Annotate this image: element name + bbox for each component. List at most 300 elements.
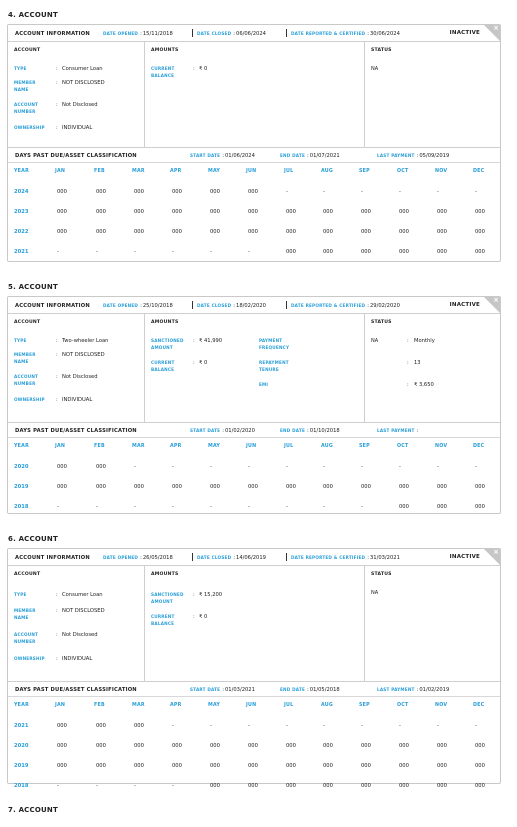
colon: : (56, 608, 58, 614)
colon: : (416, 428, 419, 434)
colon: : (367, 303, 369, 309)
colon: : (193, 614, 195, 620)
dpd-cell: 000 (399, 249, 409, 255)
month-header: JUN (246, 169, 257, 174)
date-opened-value: 15/11/2018 (142, 31, 173, 37)
year-header: YEAR (14, 169, 29, 174)
end-date-label: END DATE (280, 687, 306, 692)
dpd-cell: - (57, 783, 59, 789)
account-column (8, 42, 145, 147)
dpd-cell: 000 (361, 743, 371, 749)
account-column (8, 566, 145, 681)
dpd-cell: 000 (134, 723, 144, 729)
repayment-tenure-label: REPAYMENT TENURE (259, 360, 289, 372)
status-value: NA (371, 590, 379, 596)
colon: : (193, 338, 195, 344)
dpd-header-row (8, 423, 500, 438)
dpd-cell: 000 (361, 249, 371, 255)
colon: : (407, 360, 409, 366)
status-heading: STATUS (371, 48, 392, 53)
current-balance-label: CURRENT BALANCE (151, 66, 175, 78)
colon: : (367, 555, 369, 561)
colon: : (307, 687, 309, 693)
dpd-cell: 000 (96, 484, 106, 490)
last-payment-field (377, 153, 449, 159)
date-opened-field (103, 303, 173, 309)
last-payment-label: LAST PAYMENT (377, 153, 415, 158)
year-header: YEAR (14, 444, 29, 449)
dpd-cell: 000 (437, 763, 447, 769)
dpd-cell: 000 (57, 464, 67, 470)
dpd-cell: - (96, 249, 98, 255)
dpd-cell: 000 (286, 229, 296, 235)
dpd-cell: - (134, 249, 136, 255)
dpd-cell: 000 (475, 209, 485, 215)
colon: : (140, 555, 142, 561)
end-date-value: 01/07/2021 (309, 153, 340, 159)
dpd-cell: 000 (399, 504, 409, 510)
dpd-cell: 000 (475, 249, 485, 255)
sanctioned-amount-label: SANCTIONED AMOUNT (151, 338, 184, 350)
year-cell: 2019 (14, 763, 29, 769)
dpd-cell: 000 (57, 189, 67, 195)
dpd-cell: - (323, 504, 325, 510)
status-badge: INACTIVE (449, 30, 480, 36)
date-closed-value: 18/02/2020 (236, 303, 266, 309)
dpd-cell: - (210, 723, 212, 729)
dpd-cell: - (172, 464, 174, 470)
dpd-cell: 000 (172, 209, 182, 215)
dpd-cell: 000 (286, 783, 296, 789)
month-header: MAR (132, 444, 145, 449)
dpd-cell: - (399, 189, 401, 195)
dpd-cell: 000 (210, 484, 220, 490)
colon: : (56, 352, 58, 358)
month-header: OCT (397, 169, 409, 174)
date-opened-field (103, 555, 173, 561)
date-reported-label: DATE REPORTED & CERTIFIED (291, 31, 366, 36)
date-reported-label: DATE REPORTED & CERTIFIED (291, 555, 366, 560)
date-reported-value: 30/06/2024 (369, 31, 400, 37)
month-header: NOV (435, 444, 448, 449)
month-header: SEP (359, 703, 370, 708)
dpd-cell: 000 (172, 189, 182, 195)
dpd-cell: 000 (96, 723, 106, 729)
date-opened-value: 26/05/2018 (142, 555, 173, 561)
colon: : (56, 632, 58, 638)
colon: : (222, 428, 224, 434)
colon: : (367, 31, 369, 37)
dpd-cell: - (210, 504, 212, 510)
colon: : (407, 338, 409, 344)
dpd-cell: 000 (248, 763, 258, 769)
type-value: Consumer Loan (62, 66, 103, 72)
account-card (7, 296, 501, 514)
end-date-label: END DATE (280, 428, 306, 433)
account-number-value: Not Disclosed (62, 632, 98, 638)
status-badge: INACTIVE (449, 302, 480, 308)
month-header: SEP (359, 444, 370, 449)
month-header: JUL (284, 169, 294, 174)
dpd-cell: - (248, 723, 250, 729)
emi-label: EMI (259, 382, 269, 387)
colon: : (222, 153, 224, 159)
month-header: FEB (94, 703, 105, 708)
colon: : (56, 338, 58, 344)
status-value: NA (371, 338, 379, 344)
dpd-cell: 000 (437, 504, 447, 510)
account-information-label: ACCOUNT INFORMATION (15, 555, 90, 561)
dpd-cell: 000 (57, 229, 67, 235)
end-date-field (280, 687, 340, 693)
last-payment-label: LAST PAYMENT (377, 687, 415, 692)
dpd-header-row (8, 682, 500, 697)
sanctioned-amount-label: SANCTIONED AMOUNT (151, 592, 184, 604)
dpd-cell: 000 (286, 763, 296, 769)
type-value: Consumer Loan (62, 592, 103, 598)
colon: : (56, 80, 58, 86)
month-header: JAN (55, 444, 66, 449)
section-title: 7. ACCOUNT (8, 806, 58, 814)
colon: : (56, 66, 58, 72)
ownership-value: INDIVIDUAL (62, 125, 93, 131)
dpd-cell: 000 (437, 743, 447, 749)
account-heading: ACCOUNT (14, 572, 41, 577)
member-name-label: MEMBER NAME (14, 80, 36, 92)
dpd-cell: 000 (134, 763, 144, 769)
dpd-cell: 000 (248, 209, 258, 215)
dpd-cell: 000 (96, 464, 106, 470)
year-cell: 2020 (14, 464, 29, 470)
dpd-cell: 000 (172, 743, 182, 749)
separator (192, 553, 193, 561)
start-date-value: 01/03/2021 (225, 687, 255, 693)
last-payment-field (377, 687, 449, 693)
dpd-cell: 000 (57, 763, 67, 769)
year-cell: 2018 (14, 504, 29, 510)
month-header: DEC (473, 169, 485, 174)
year-cell: 2022 (14, 229, 29, 235)
account-details (8, 42, 500, 148)
colon: : (56, 374, 58, 380)
account-details (8, 566, 500, 682)
date-closed-value: 06/06/2024 (236, 31, 266, 37)
ownership-label: OWNERSHIP (14, 397, 45, 402)
colon: : (56, 656, 58, 662)
year-cell: 2021 (14, 723, 29, 729)
dpd-cell: 000 (437, 209, 447, 215)
dpd-cell: 000 (210, 763, 220, 769)
dpd-title: DAYS PAST DUE/ASSET CLASSIFICATION (15, 687, 137, 693)
payment-frequency-label: PAYMENT FREQUENCY (259, 338, 290, 350)
dpd-cell: 000 (134, 484, 144, 490)
dpd-cell: 000 (323, 743, 333, 749)
dpd-cell: - (57, 249, 59, 255)
date-reported-field (291, 555, 400, 561)
month-header: JUL (284, 444, 294, 449)
dpd-cell: - (286, 189, 288, 195)
status-column (365, 42, 500, 147)
close-icon[interactable]: × (493, 296, 499, 304)
colon: : (222, 687, 224, 693)
sanctioned-amount-value: ₹ 15,200 (199, 592, 223, 598)
dpd-cell: 000 (323, 484, 333, 490)
dpd-cell: - (475, 189, 477, 195)
dpd-cell: - (134, 504, 136, 510)
date-closed-field (197, 303, 266, 309)
start-date-value: 01/02/2020 (225, 428, 255, 434)
dpd-grid (8, 697, 500, 797)
dpd-cell: 000 (286, 209, 296, 215)
close-icon[interactable]: × (493, 24, 499, 32)
dpd-cell: 000 (134, 229, 144, 235)
colon: : (416, 687, 419, 693)
date-closed-value: 14/06/2019 (236, 555, 266, 561)
dpd-cell: 000 (286, 484, 296, 490)
dpd-cell: 000 (286, 743, 296, 749)
dpd-cell: 000 (399, 209, 409, 215)
account-card (7, 548, 501, 789)
dpd-cell: - (134, 464, 136, 470)
dpd-header-row (8, 148, 500, 163)
colon: : (416, 153, 419, 159)
end-date-field (280, 153, 340, 159)
amounts-column (145, 566, 365, 681)
dpd-cell: - (172, 723, 174, 729)
dpd-cell: 000 (475, 783, 485, 789)
account-information-label: ACCOUNT INFORMATION (15, 31, 90, 37)
dpd-cell: 000 (210, 229, 220, 235)
member-name-value: NOT DISCLOSED (62, 352, 105, 358)
account-information-row (8, 549, 500, 566)
colon: : (233, 555, 236, 561)
amounts-column (145, 42, 365, 147)
dpd-cell: - (172, 249, 174, 255)
date-opened-label: DATE OPENED (103, 303, 139, 308)
status-value: NA (371, 66, 379, 72)
dpd-cell: - (248, 249, 250, 255)
dpd-cell: 000 (96, 763, 106, 769)
last-payment-value: 05/09/2019 (419, 153, 450, 159)
month-header: FEB (94, 169, 105, 174)
month-header: MAY (208, 169, 221, 174)
colon: : (140, 303, 142, 309)
dpd-cell: 000 (96, 229, 106, 235)
end-date-value: 01/10/2018 (309, 428, 340, 434)
dpd-cell: 000 (134, 743, 144, 749)
section-title: 6. ACCOUNT (8, 535, 58, 543)
dpd-cell: 000 (172, 229, 182, 235)
dpd-cell: - (96, 504, 98, 510)
month-header: FEB (94, 444, 105, 449)
dpd-cell: - (323, 189, 325, 195)
dpd-cell: - (323, 723, 325, 729)
separator (192, 301, 193, 309)
dpd-title: DAYS PAST DUE/ASSET CLASSIFICATION (15, 153, 137, 159)
month-header: NOV (435, 703, 448, 708)
dpd-cell: 000 (399, 763, 409, 769)
dpd-cell: 000 (361, 783, 371, 789)
start-date-field (190, 428, 255, 434)
dpd-cell: 000 (96, 189, 106, 195)
account-heading: ACCOUNT (14, 320, 41, 325)
dpd-cell: - (57, 504, 59, 510)
status-badge: INACTIVE (449, 554, 480, 560)
last-payment-label: LAST PAYMENT (377, 428, 415, 433)
account-information-label: ACCOUNT INFORMATION (15, 303, 90, 309)
dpd-cell: 000 (437, 229, 447, 235)
month-header: APR (170, 444, 182, 449)
current-balance-label: CURRENT BALANCE (151, 360, 175, 372)
emi-value: ₹ 3,650 (414, 382, 434, 388)
month-header: JUN (246, 444, 257, 449)
dpd-cell: 000 (361, 763, 371, 769)
dpd-cell: 000 (248, 229, 258, 235)
colon: : (193, 66, 195, 72)
month-header: MAY (208, 444, 221, 449)
account-details (8, 314, 500, 423)
colon: : (233, 303, 236, 309)
ownership-value: INDIVIDUAL (62, 397, 93, 403)
account-information-row (8, 297, 500, 314)
section-title: 5. ACCOUNT (8, 283, 58, 291)
year-header: YEAR (14, 703, 29, 708)
dpd-cell: 000 (248, 484, 258, 490)
colon: : (56, 397, 58, 403)
last-payment-field (377, 428, 419, 434)
ownership-label: OWNERSHIP (14, 125, 45, 130)
dpd-cell: - (286, 504, 288, 510)
amounts-heading: AMOUNTS (151, 572, 179, 577)
year-cell: 2018 (14, 783, 29, 789)
type-label: TYPE (14, 592, 27, 597)
dpd-cell: 000 (361, 209, 371, 215)
dpd-cell: - (399, 464, 401, 470)
account-number-label: ACCOUNT NUMBER (14, 632, 39, 644)
month-header: NOV (435, 169, 448, 174)
current-balance-label: CURRENT BALANCE (151, 614, 175, 626)
colon: : (307, 153, 309, 159)
dpd-cell: - (437, 189, 439, 195)
month-header: AUG (321, 169, 333, 174)
year-cell: 2021 (14, 249, 29, 255)
type-label: TYPE (14, 66, 27, 71)
month-header: AUG (321, 444, 333, 449)
dpd-cell: - (286, 723, 288, 729)
date-reported-field (291, 31, 400, 37)
current-balance-value: ₹ 0 (199, 360, 208, 366)
status-heading: STATUS (371, 572, 392, 577)
dpd-cell: 000 (475, 229, 485, 235)
status-column (365, 566, 500, 681)
current-balance-value: ₹ 0 (199, 614, 208, 620)
colon: : (407, 382, 409, 388)
dpd-cell: 000 (134, 209, 144, 215)
dpd-cell: 000 (399, 783, 409, 789)
dpd-cell: 000 (399, 484, 409, 490)
dpd-cell: - (134, 783, 136, 789)
colon: : (56, 102, 58, 108)
member-name-label: MEMBER NAME (14, 608, 36, 620)
date-closed-field (197, 31, 266, 37)
dpd-cell: 000 (323, 783, 333, 789)
dpd-cell: - (286, 464, 288, 470)
dpd-cell: 000 (172, 484, 182, 490)
end-date-field (280, 428, 340, 434)
dpd-cell: 000 (475, 743, 485, 749)
account-number-label: ACCOUNT NUMBER (14, 102, 39, 114)
dpd-cell: 000 (437, 783, 447, 789)
dpd-cell: 000 (361, 484, 371, 490)
dpd-cell: 000 (475, 763, 485, 769)
month-header: APR (170, 703, 182, 708)
date-opened-value: 25/10/2018 (142, 303, 173, 309)
account-column (8, 314, 145, 422)
separator (192, 29, 193, 37)
date-closed-label: DATE CLOSED (197, 555, 232, 560)
month-header: APR (170, 169, 182, 174)
date-reported-field (291, 303, 400, 309)
separator (286, 553, 287, 561)
month-header: OCT (397, 444, 409, 449)
repayment-tenure-value: 13 (414, 360, 421, 366)
dpd-cell: - (248, 504, 250, 510)
month-header: JAN (55, 169, 66, 174)
month-header: DEC (473, 703, 485, 708)
dpd-cell: - (172, 783, 174, 789)
colon: : (307, 428, 309, 434)
dpd-grid (8, 438, 500, 518)
amounts-heading: AMOUNTS (151, 320, 179, 325)
dpd-cell: 000 (475, 484, 485, 490)
dpd-cell: 000 (323, 229, 333, 235)
dpd-cell: 000 (248, 189, 258, 195)
month-header: MAR (132, 703, 145, 708)
close-icon[interactable]: × (493, 548, 499, 556)
month-header: MAY (208, 703, 221, 708)
type-label: TYPE (14, 338, 27, 343)
date-reported-label: DATE REPORTED & CERTIFIED (291, 303, 366, 308)
start-date-label: START DATE (190, 153, 221, 158)
year-cell: 2019 (14, 484, 29, 490)
colon: : (56, 592, 58, 598)
start-date-value: 01/06/2024 (225, 153, 255, 159)
colon: : (233, 31, 236, 37)
dpd-cell: - (210, 464, 212, 470)
dpd-cell: 000 (96, 743, 106, 749)
dpd-cell: 000 (210, 743, 220, 749)
month-header: AUG (321, 703, 333, 708)
colon: : (193, 592, 195, 598)
year-cell: 2023 (14, 209, 29, 215)
dpd-title: DAYS PAST DUE/ASSET CLASSIFICATION (15, 428, 137, 434)
month-header: SEP (359, 169, 370, 174)
date-reported-value: 31/03/2021 (369, 555, 400, 561)
dpd-cell: 000 (323, 249, 333, 255)
current-balance-value: ₹ 0 (199, 66, 208, 72)
colon: : (140, 31, 142, 37)
date-opened-label: DATE OPENED (103, 31, 139, 36)
dpd-cell: 000 (248, 743, 258, 749)
date-closed-label: DATE CLOSED (197, 31, 232, 36)
type-value: Two-wheeler Loan (62, 338, 109, 344)
dpd-cell: - (437, 464, 439, 470)
dpd-cell: 000 (475, 504, 485, 510)
dpd-cell: 000 (437, 484, 447, 490)
dpd-cell: 000 (134, 189, 144, 195)
month-header: JUN (246, 703, 257, 708)
last-payment-value: 01/02/2019 (419, 687, 450, 693)
